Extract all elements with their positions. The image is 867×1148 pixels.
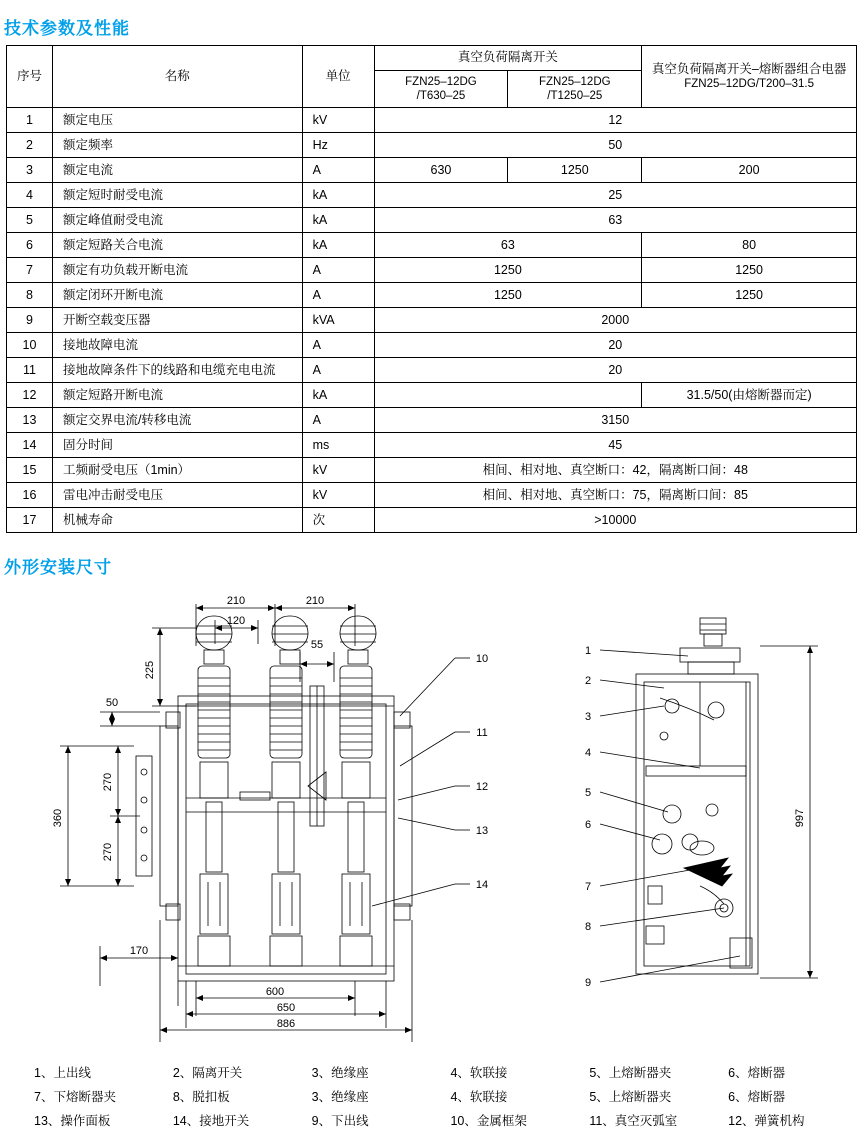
- dim-270b: 270: [102, 843, 114, 862]
- legend-item: 10、金属框架: [450, 1113, 527, 1128]
- cell-name: 接地故障电流: [52, 333, 302, 358]
- callout-13: 13: [475, 825, 489, 838]
- dim-55: 55: [310, 639, 324, 652]
- table-row: [7, 283, 857, 308]
- legend-item: 9、下出线: [311, 1113, 369, 1128]
- cell-unit: kA: [302, 183, 374, 208]
- cell-name: 雷电冲击耐受电压: [52, 483, 302, 508]
- cell-name: 额定电压: [52, 108, 302, 133]
- header-no: 序号: [7, 46, 53, 108]
- dim-50: 50: [105, 697, 119, 710]
- cell-name: 固分时间: [52, 433, 302, 458]
- cell-no: 17: [7, 508, 53, 533]
- dim-886: 886: [276, 1018, 296, 1031]
- table-row: [7, 233, 857, 258]
- callout-14: 14: [475, 879, 489, 892]
- table-row: [7, 208, 857, 233]
- cell-no: 2: [7, 133, 53, 158]
- cell-value-switch: 63: [374, 233, 642, 258]
- table-row: [7, 158, 857, 183]
- legend-item: 12、弹簧机构: [728, 1113, 805, 1128]
- cell-value-all: 相间、相对地、真空断口：75，隔离断口间：85: [374, 483, 856, 508]
- cell-unit: 次: [302, 508, 374, 533]
- page-title-dims: 外形安装尺寸: [4, 558, 112, 578]
- cell-value-all: 相间、相对地、真空断口：42，隔离断口间：48: [374, 458, 856, 483]
- cell-unit: kV: [302, 483, 374, 508]
- callout-2: 2: [584, 675, 592, 688]
- cell-unit: Hz: [302, 133, 374, 158]
- dim-170: 170: [129, 945, 149, 958]
- cell-no: 8: [7, 283, 53, 308]
- cell-no: 15: [7, 458, 53, 483]
- cell-value-switch: [374, 383, 642, 408]
- cell-value-all: 12: [374, 108, 856, 133]
- cell-value-all: 20: [374, 333, 856, 358]
- legend-item: 11、真空灭弧室: [589, 1113, 678, 1128]
- table-row: [7, 183, 857, 208]
- table-row: [7, 408, 857, 433]
- cell-no: 9: [7, 308, 53, 333]
- cell-unit: kVA: [302, 308, 374, 333]
- cell-value-all: 45: [374, 433, 856, 458]
- cell-name: 额定交界电流/转移电流: [52, 408, 302, 433]
- table-row: [7, 508, 857, 533]
- table-row: [7, 433, 857, 458]
- legend-item: 14、接地开关: [172, 1113, 250, 1128]
- legend-row: [34, 1062, 867, 1086]
- cell-value-switch: 1250: [374, 283, 642, 308]
- cell-unit: kA: [302, 383, 374, 408]
- table-row: [7, 133, 857, 158]
- cell-name: 额定短时耐受电流: [52, 183, 302, 208]
- cell-no: 11: [7, 358, 53, 383]
- dim-600: 600: [265, 986, 285, 999]
- cell-name: 额定有功负载开断电流: [52, 258, 302, 283]
- legend-item: 4、软联接: [450, 1090, 508, 1105]
- cell-value-combo: 31.5/50(由熔断器而定): [642, 383, 857, 408]
- table-row: [7, 358, 857, 383]
- legend-item: 5、上熔断器夹: [589, 1066, 672, 1081]
- dim-210a: 210: [226, 595, 246, 608]
- cell-unit: A: [302, 333, 374, 358]
- cell-unit: A: [302, 158, 374, 183]
- table-body: [7, 108, 857, 533]
- dim-997: 997: [794, 809, 806, 828]
- dim-650: 650: [276, 1002, 296, 1015]
- table-row: [7, 333, 857, 358]
- header-col1-line2: /T630–25: [416, 90, 466, 102]
- header-col1: [374, 70, 508, 108]
- header-col1-line1: FZN25–12DG: [405, 75, 477, 88]
- legend-item: 6、熔断器: [728, 1090, 786, 1105]
- table-header-row: [7, 46, 857, 71]
- legend-item: 5、上熔断器夹: [589, 1090, 672, 1105]
- legend-item: 3、绝缘座: [311, 1066, 369, 1081]
- cell-value-all: 2000: [374, 308, 856, 333]
- cell-no: 16: [7, 483, 53, 508]
- legend-item: 4、软联接: [450, 1066, 508, 1081]
- cell-name: 工频耐受电压（1min）: [52, 458, 302, 483]
- cell-name: 额定短路开断电流: [52, 383, 302, 408]
- cell-unit: A: [302, 283, 374, 308]
- legend: [0, 1062, 867, 1133]
- table-row: [7, 108, 857, 133]
- cell-value-all: 3150: [374, 408, 856, 433]
- dim-270a: 270: [102, 773, 114, 792]
- callout-8: 8: [584, 921, 592, 934]
- cell-value-all: 25: [374, 183, 856, 208]
- cell-unit: A: [302, 358, 374, 383]
- dimension-drawing: [0, 586, 867, 1056]
- callout-3: 3: [584, 711, 592, 724]
- table-row: [7, 483, 857, 508]
- legend-item: 7、下熔断器夹: [34, 1090, 116, 1105]
- cell-value-all: 50: [374, 133, 856, 158]
- legend-row: [34, 1086, 867, 1110]
- cell-name: 额定频率: [52, 133, 302, 158]
- cell-no: 1: [7, 108, 53, 133]
- cell-name: 额定峰值耐受电流: [52, 208, 302, 233]
- callout-12: 12: [475, 781, 489, 794]
- callout-1: 1: [584, 645, 592, 658]
- header-group-combo: [642, 46, 857, 108]
- cell-name: 额定短路关合电流: [52, 233, 302, 258]
- cell-name: 开断空载变压器: [52, 308, 302, 333]
- callout-7: 7: [584, 881, 592, 894]
- legend-item: 3、绝缘座: [311, 1090, 369, 1105]
- legend-item: 6、熔断器: [728, 1066, 786, 1081]
- legend-item: 2、隔离开关: [172, 1066, 243, 1081]
- dim-120: 120: [226, 615, 246, 628]
- table-row: [7, 383, 857, 408]
- cell-no: 14: [7, 433, 53, 458]
- cell-unit: kV: [302, 108, 374, 133]
- cell-value-2: 1250: [508, 158, 642, 183]
- cell-no: 12: [7, 383, 53, 408]
- drawing-svg: [0, 586, 867, 1056]
- dim-225: 225: [144, 661, 156, 680]
- header-name: 名称: [52, 46, 302, 108]
- header-col2: [508, 70, 642, 108]
- cell-unit: ms: [302, 433, 374, 458]
- cell-unit: kV: [302, 458, 374, 483]
- page-title-specs: 技术参数及性能: [4, 19, 130, 38]
- cell-value-all: 20: [374, 358, 856, 383]
- cell-no: 10: [7, 333, 53, 358]
- callout-10: 10: [475, 653, 489, 666]
- callout-4: 4: [584, 747, 592, 760]
- cell-no: 5: [7, 208, 53, 233]
- callout-11: 11: [476, 727, 488, 740]
- spec-table: [6, 45, 857, 533]
- header-group-combo-label: 真空负荷隔离开关–熔断器组合电器: [651, 61, 847, 76]
- cell-no: 6: [7, 233, 53, 258]
- header-unit: 单位: [302, 46, 374, 108]
- cell-no: 13: [7, 408, 53, 433]
- cell-value-combo: 1250: [642, 258, 857, 283]
- header-col3: FZN25–12DG/T200–31.5: [684, 78, 814, 91]
- cell-name: 额定电流: [52, 158, 302, 183]
- dim-210b: 210: [305, 595, 325, 608]
- cell-value-switch: 1250: [374, 258, 642, 283]
- table-row: [7, 458, 857, 483]
- cell-no: 4: [7, 183, 53, 208]
- table-row: [7, 308, 857, 333]
- cell-unit: A: [302, 258, 374, 283]
- cell-name: 机械寿命: [52, 508, 302, 533]
- callout-6: 6: [584, 819, 592, 832]
- cell-value-1: 630: [374, 158, 508, 183]
- cell-no: 3: [7, 158, 53, 183]
- dim-360: 360: [52, 809, 64, 828]
- cell-unit: kA: [302, 233, 374, 258]
- cell-value-combo: 80: [642, 233, 857, 258]
- table-row: [7, 258, 857, 283]
- cell-name: 接地故障条件下的线路和电缆充电电流: [52, 358, 302, 383]
- header-col2-line2: /T1250–25: [547, 90, 603, 102]
- callout-5: 5: [584, 787, 592, 800]
- callout-9: 9: [584, 977, 592, 990]
- legend-item: 1、上出线: [34, 1066, 91, 1081]
- cell-value-all: >10000: [374, 508, 856, 533]
- legend-item: 8、脱扣板: [172, 1090, 230, 1105]
- legend-row: [34, 1110, 867, 1134]
- legend-item: 13、操作面板: [34, 1113, 111, 1128]
- cell-name: 额定闭环开断电流: [52, 283, 302, 308]
- cell-unit: kA: [302, 208, 374, 233]
- cell-value-all: 63: [374, 208, 856, 233]
- header-col2-line1: FZN25–12DG: [539, 75, 611, 88]
- cell-unit: A: [302, 408, 374, 433]
- cell-value-combo: 1250: [642, 283, 857, 308]
- cell-no: 7: [7, 258, 53, 283]
- header-group-switch: 真空负荷隔离开关: [374, 46, 642, 71]
- cell-value-3: 200: [642, 158, 857, 183]
